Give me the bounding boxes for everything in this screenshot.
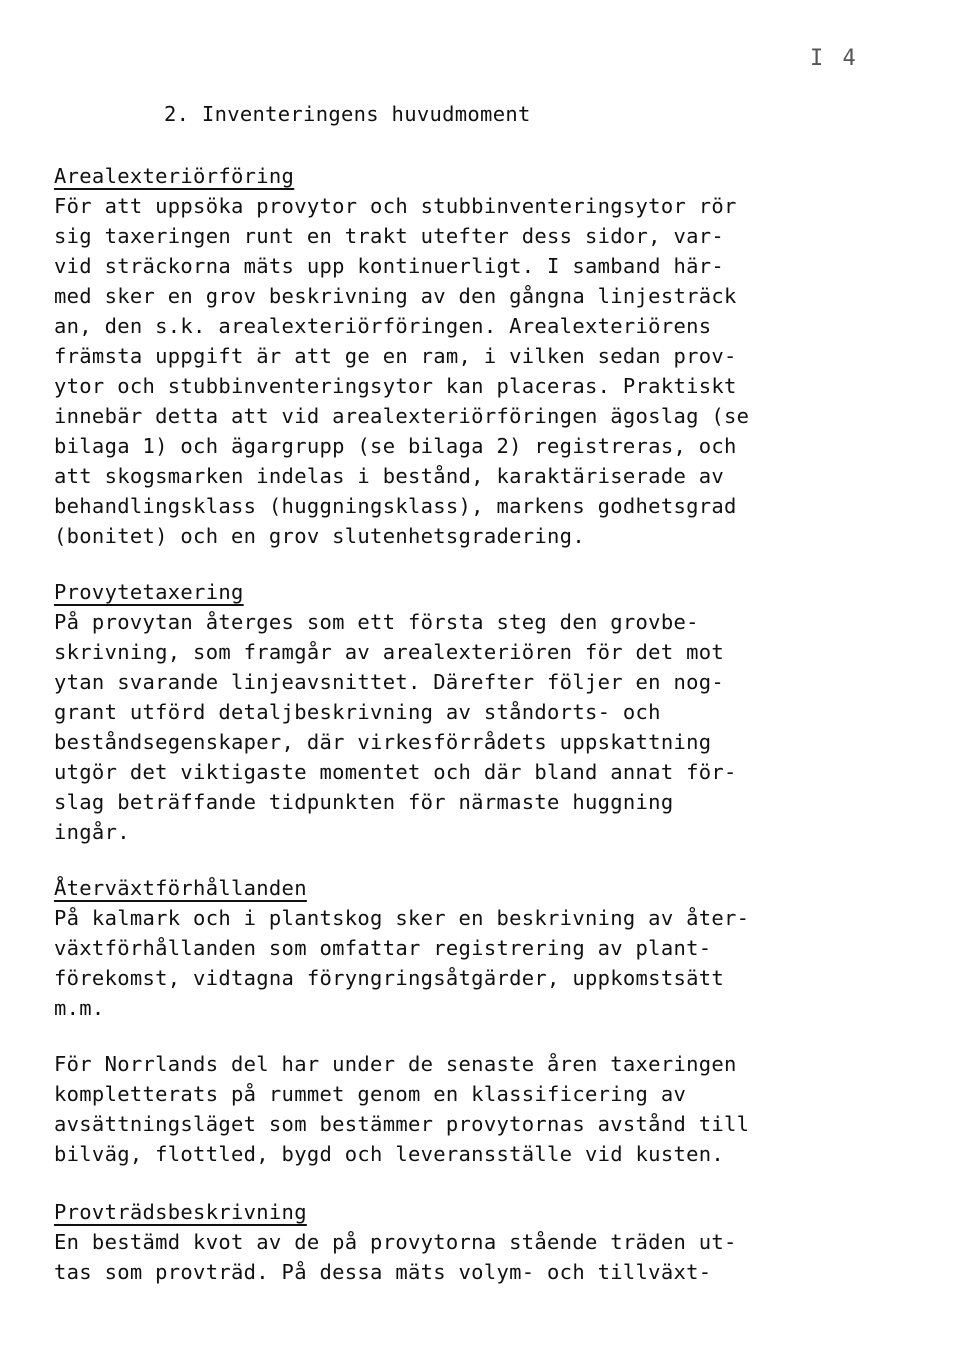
paragraph-line: växtförhållanden som omfattar registrering av plant- (54, 936, 712, 960)
page-number: I 4 (810, 46, 859, 71)
paragraph-line: För att uppsöka provytor och stubbinventeringsytor rör (54, 194, 737, 218)
section-heading: Återväxtförhållanden (54, 876, 307, 900)
section-heading: Provytetaxering (54, 580, 244, 604)
section-heading: Provträdsbeskrivning (54, 1200, 307, 1224)
paragraph-line: att skogsmarken indelas i bestånd, karaktäriserade av (54, 464, 725, 488)
section-norrland (54, 1049, 924, 1169)
section-arealexterior (54, 161, 924, 551)
paragraph-line: sig taxeringen runt en trakt utefter dess sidor, var- (54, 224, 725, 248)
paragraph-line: ytor och stubbinventeringsytor kan placeras. Praktiskt (54, 374, 737, 398)
paragraph-line: (bonitet) och en grov slutenhetsgradering. (54, 524, 585, 548)
paragraph-line: För Norrlands del har under de senaste åren taxeringen (54, 1052, 737, 1076)
section-provtrad (54, 1197, 924, 1287)
paragraph-line: ingår. (54, 820, 130, 844)
paragraph-line: bilväg, flottled, bygd och leveransställe vid kusten. (54, 1142, 725, 1166)
paragraph-line: avsättningsläget som bestämmer provytornas avstånd till (54, 1112, 750, 1136)
paragraph-line: bilaga 1) och ägargrupp (se bilaga 2) registreras, och (54, 434, 737, 458)
paragraph-line: främsta uppgift är att ge en ram, i vilken sedan prov- (54, 344, 737, 368)
paragraph-line: skrivning, som framgår av arealexteriören för det mot (54, 640, 725, 664)
paragraph-line: vid sträckorna mäts upp kontinuerligt. I samband här- (54, 254, 725, 278)
section-heading: Arealexteriörföring (54, 164, 295, 188)
paragraph-line: utgör det viktigaste momentet och där bland annat för- (54, 760, 737, 784)
section-aterväxt (54, 873, 924, 1023)
paragraph-line: grant utförd detaljbeskrivning av ståndorts- och (54, 700, 661, 724)
paragraph-line: På kalmark och i plantskog sker en beskrivning av åter- (54, 906, 750, 930)
paragraph-line: kompletterats på rummet genom en klassificering av (54, 1082, 687, 1106)
paragraph-line: m.m. (54, 996, 105, 1020)
paragraph-line: behandlingsklass (huggningsklass), markens godhetsgrad (54, 494, 737, 518)
section-title: 2. Inventeringens huvudmoment (164, 102, 531, 126)
section-provytetaxering (54, 577, 924, 847)
paragraph-line: ytan svarande linjeavsnittet. Därefter följer en nog- (54, 670, 725, 694)
paragraph-line: slag beträffande tidpunkten för närmaste huggning (54, 790, 674, 814)
paragraph-line: beståndsegenskaper, där virkesförrådets uppskattning (54, 730, 712, 754)
paragraph-line: På provytan återges som ett första steg den grovbe- (54, 610, 699, 634)
paragraph-line: innebär detta att vid arealexteriörföringen ägoslag (se (54, 404, 750, 428)
paragraph-line: En bestämd kvot av de på provytorna stående träden ut- (54, 1230, 737, 1254)
paragraph-line: förekomst, vidtagna föryngringsåtgärder, uppkomstsätt (54, 966, 725, 990)
paragraph-line: med sker en grov beskrivning av den gångna linjesträck (54, 284, 737, 308)
paragraph-line: tas som provträd. På dessa mäts volym- och tillväxt- (54, 1260, 712, 1284)
paragraph-line: an, den s.k. arealexteriörföringen. Arealexteriörens (54, 314, 712, 338)
